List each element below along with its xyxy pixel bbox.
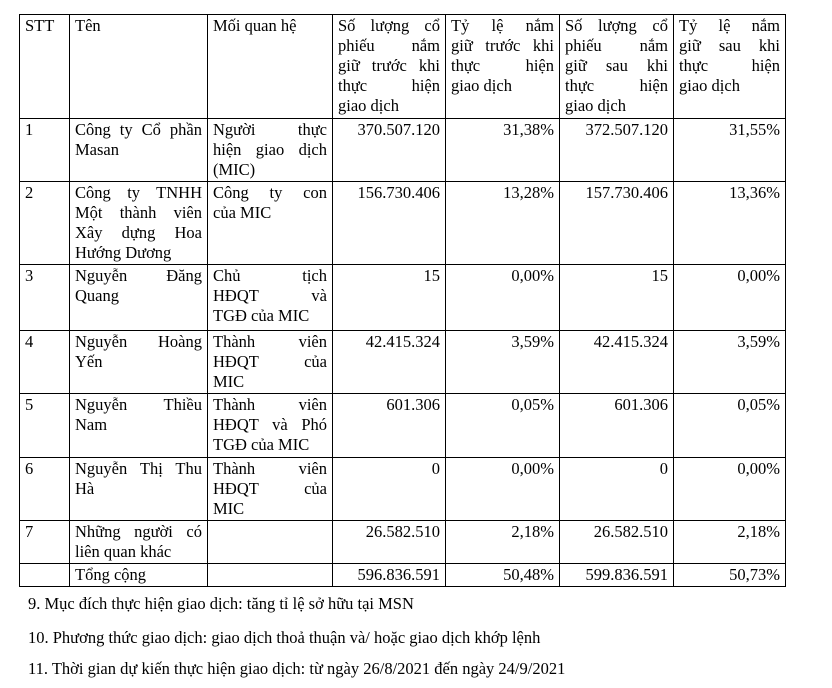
cell-text-line: giao dịch bbox=[565, 96, 626, 115]
cell-text-line: thực hiện bbox=[451, 56, 554, 75]
cell-qty-after: 15 bbox=[560, 265, 674, 331]
cell-text-line: phiếu nắm bbox=[565, 36, 668, 55]
cell-name bbox=[70, 394, 208, 458]
cell-pct-before: 3,59% bbox=[446, 331, 560, 394]
shareholding-table bbox=[19, 14, 786, 587]
header-qty-after bbox=[560, 15, 674, 119]
cell-text-line: HĐQT của bbox=[213, 479, 327, 498]
total-qty-before: 596.836.591 bbox=[333, 564, 446, 587]
note-purpose: 9. Mục đích thực hiện giao dịch: tăng tỉ lệ sở hữu tại MSN bbox=[28, 594, 414, 613]
cell-text-line: Yến bbox=[75, 352, 103, 371]
cell-relation bbox=[208, 265, 333, 331]
cell-text-line: Xây dựng Hoa bbox=[75, 223, 202, 242]
cell-stt: 3 bbox=[20, 265, 70, 331]
cell-text-line: giao dịch bbox=[338, 96, 399, 115]
cell-qty-before: 601.306 bbox=[333, 394, 446, 458]
cell-pct-before: 31,38% bbox=[446, 119, 560, 182]
total-qty-after: 599.836.591 bbox=[560, 564, 674, 587]
cell-text-line: liên quan khác bbox=[75, 542, 172, 561]
header-relation: Mối quan hệ bbox=[208, 15, 333, 119]
cell-text-line: TGĐ của MIC bbox=[213, 435, 310, 454]
cell-text-line: Hà bbox=[75, 479, 95, 498]
cell-text-line: Hướng Dương bbox=[75, 243, 172, 262]
cell-name bbox=[70, 265, 208, 331]
cell-qty-before: 42.415.324 bbox=[333, 331, 446, 394]
cell-text-line: Quang bbox=[75, 286, 119, 305]
cell-name bbox=[70, 182, 208, 265]
table-row bbox=[20, 331, 786, 394]
cell-text-line: Nguyễn Đăng bbox=[75, 266, 202, 285]
cell-text-line: Số lượng cổ bbox=[338, 16, 440, 35]
cell-text-line: Masan bbox=[75, 140, 119, 159]
table-row bbox=[20, 119, 786, 182]
table-row bbox=[20, 458, 786, 521]
table-body bbox=[20, 119, 786, 587]
table-row bbox=[20, 265, 786, 331]
note-method: 10. Phương thức giao dịch: giao dịch thoả thuận và/ hoặc giao dịch khớp lệnh bbox=[28, 628, 541, 647]
cell-text-line: Tỷ lệ nắm bbox=[451, 16, 554, 35]
cell-pct-before: 13,28% bbox=[446, 182, 560, 265]
cell-text-line: Thành viên bbox=[213, 395, 327, 414]
cell-text-line: Chủ tịch bbox=[213, 266, 327, 285]
cell-text-line: Một thành viên bbox=[75, 203, 202, 222]
cell-text-line: giữ sau khi bbox=[565, 56, 668, 75]
cell-text-line: hiện giao dịch bbox=[213, 140, 327, 159]
cell-text-line: giao dịch bbox=[451, 76, 512, 95]
cell-qty-after: 157.730.406 bbox=[560, 182, 674, 265]
cell-text-line: Công ty TNHH bbox=[75, 183, 202, 202]
cell-text-line: thực hiện bbox=[679, 56, 780, 75]
table-row bbox=[20, 394, 786, 458]
note-timeframe: 11. Thời gian dự kiến thực hiện giao dịch: từ ngày 26/8/2021 đến ngày 24/9/2021 bbox=[28, 659, 566, 678]
cell-text-line: giữ trước khi bbox=[451, 36, 554, 55]
cell-stt: 6 bbox=[20, 458, 70, 521]
total-stt bbox=[20, 564, 70, 587]
cell-qty-after: 26.582.510 bbox=[560, 521, 674, 564]
cell-name bbox=[70, 331, 208, 394]
cell-stt: 5 bbox=[20, 394, 70, 458]
cell-text-line: HĐQT của bbox=[213, 352, 327, 371]
cell-text-line: HĐQT và bbox=[213, 286, 327, 305]
cell-pct-after: 0,05% bbox=[674, 394, 786, 458]
cell-qty-after: 42.415.324 bbox=[560, 331, 674, 394]
cell-pct-before: 0,00% bbox=[446, 458, 560, 521]
cell-relation bbox=[208, 521, 333, 564]
cell-pct-after: 2,18% bbox=[674, 521, 786, 564]
cell-pct-after: 0,00% bbox=[674, 458, 786, 521]
cell-text-line: giữ trước khi bbox=[338, 56, 440, 75]
cell-text-line: Người thực bbox=[213, 120, 327, 139]
cell-text-line: phiếu nắm bbox=[338, 36, 440, 55]
cell-pct-before: 0,00% bbox=[446, 265, 560, 331]
cell-qty-before: 0 bbox=[333, 458, 446, 521]
cell-text-line: TGĐ của MIC bbox=[213, 306, 310, 325]
cell-qty-after: 601.306 bbox=[560, 394, 674, 458]
cell-text-line: giao dịch bbox=[679, 76, 740, 95]
cell-pct-before: 2,18% bbox=[446, 521, 560, 564]
cell-relation bbox=[208, 458, 333, 521]
cell-qty-after: 372.507.120 bbox=[560, 119, 674, 182]
cell-name bbox=[70, 521, 208, 564]
cell-text-line: Tỷ lệ nắm bbox=[679, 16, 780, 35]
cell-text-line: Thành viên bbox=[213, 459, 327, 478]
header-pct-before bbox=[446, 15, 560, 119]
table-row bbox=[20, 521, 786, 564]
cell-relation bbox=[208, 182, 333, 265]
cell-name bbox=[70, 458, 208, 521]
cell-text-line: Công ty Cổ phần bbox=[75, 120, 202, 139]
header-qty-before bbox=[333, 15, 446, 119]
cell-text-line: MIC bbox=[213, 499, 245, 518]
cell-pct-after: 3,59% bbox=[674, 331, 786, 394]
cell-text-line: Nguyễn Thiều bbox=[75, 395, 202, 414]
cell-text-line: thực hiện bbox=[565, 76, 668, 95]
cell-qty-after: 0 bbox=[560, 458, 674, 521]
cell-pct-after: 13,36% bbox=[674, 182, 786, 265]
cell-text-line: Nam bbox=[75, 415, 108, 434]
cell-pct-after: 0,00% bbox=[674, 265, 786, 331]
total-pct-before: 50,48% bbox=[446, 564, 560, 587]
cell-qty-before: 15 bbox=[333, 265, 446, 331]
cell-text-line: (MIC) bbox=[213, 160, 256, 179]
total-row bbox=[20, 564, 786, 587]
cell-text-line: Thành viên bbox=[213, 332, 327, 351]
cell-text-line: Số lượng cổ bbox=[565, 16, 668, 35]
cell-text-line: HĐQT và Phó bbox=[213, 415, 327, 434]
header-name: Tên bbox=[70, 15, 208, 119]
total-pct-after: 50,73% bbox=[674, 564, 786, 587]
table-row bbox=[20, 182, 786, 265]
cell-relation bbox=[208, 119, 333, 182]
cell-stt: 7 bbox=[20, 521, 70, 564]
cell-pct-before: 0,05% bbox=[446, 394, 560, 458]
cell-text-line: Nguyễn Hoàng bbox=[75, 332, 202, 351]
table-header-row bbox=[20, 15, 786, 119]
cell-name bbox=[70, 119, 208, 182]
total-label: Tổng cộng bbox=[70, 564, 208, 587]
cell-stt: 1 bbox=[20, 119, 70, 182]
cell-qty-before: 156.730.406 bbox=[333, 182, 446, 265]
cell-stt: 4 bbox=[20, 331, 70, 394]
cell-relation bbox=[208, 331, 333, 394]
cell-text-line: MIC bbox=[213, 372, 245, 391]
header-pct-after bbox=[674, 15, 786, 119]
cell-text-line: Nguyễn Thị Thu bbox=[75, 459, 202, 478]
cell-text-line: Công ty con bbox=[213, 183, 327, 202]
cell-qty-before: 370.507.120 bbox=[333, 119, 446, 182]
cell-pct-after: 31,55% bbox=[674, 119, 786, 182]
cell-stt: 2 bbox=[20, 182, 70, 265]
cell-text-line: Những người có bbox=[75, 522, 202, 541]
cell-text-line: giữ sau khi bbox=[679, 36, 780, 55]
header-stt: STT bbox=[20, 15, 70, 119]
cell-text-line: thực hiện bbox=[338, 76, 440, 95]
cell-qty-before: 26.582.510 bbox=[333, 521, 446, 564]
total-relation bbox=[208, 564, 333, 587]
cell-relation bbox=[208, 394, 333, 458]
cell-text-line: của MIC bbox=[213, 203, 272, 222]
